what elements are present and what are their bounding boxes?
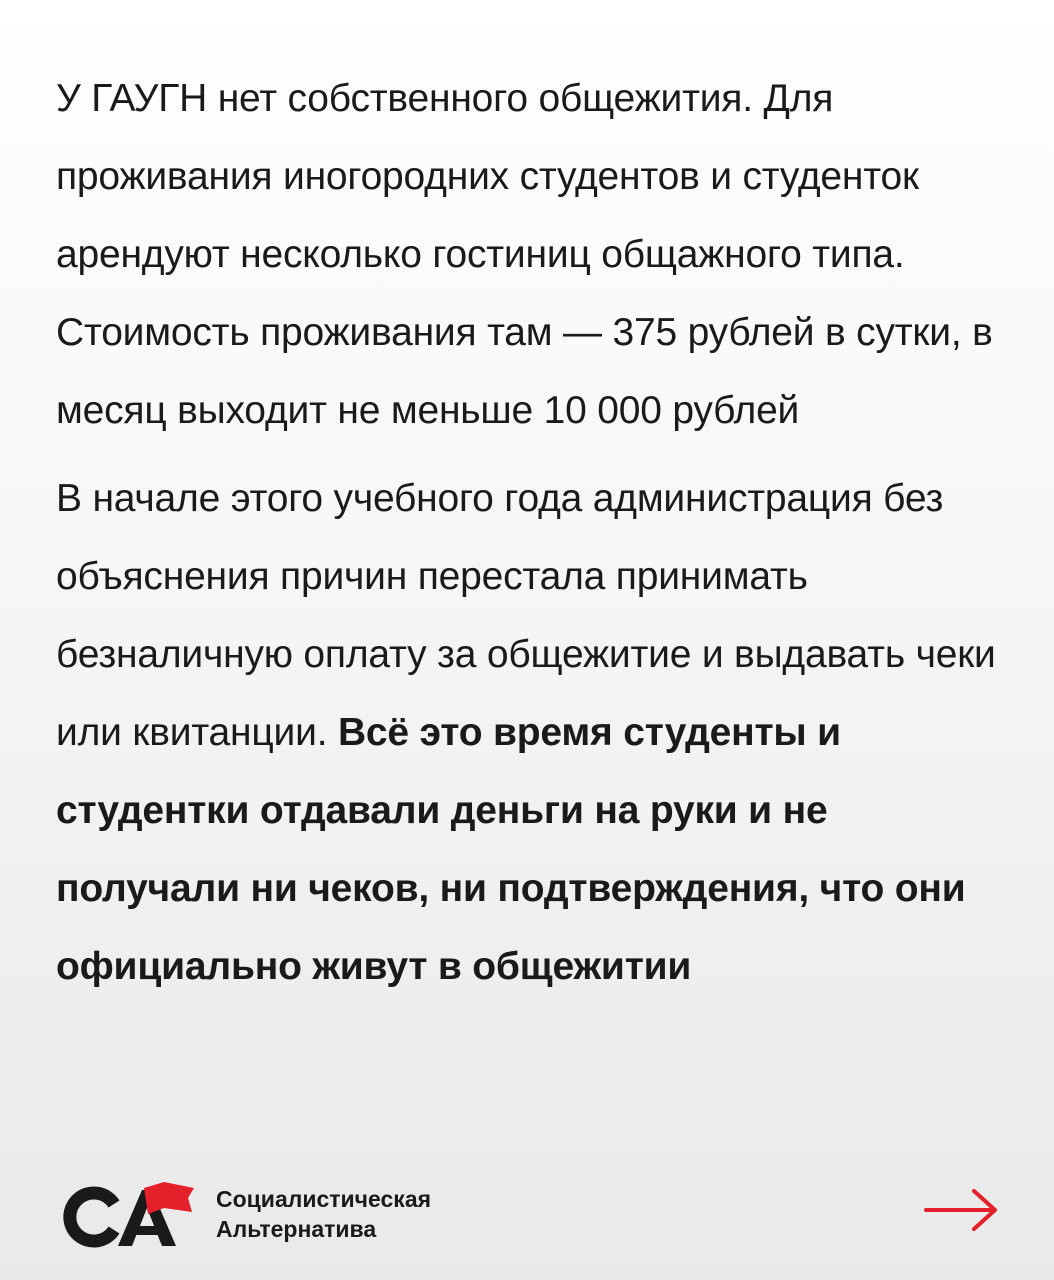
footer [56, 1180, 1000, 1252]
sa-logo-icon [56, 1180, 196, 1250]
paragraph-payment-highlight: Всё это время студенты и студентки отдавали деньги на руки и не получали ни чеков, ни подтверждения, что они официально живут в общежитии [56, 711, 966, 988]
paragraph-payment-regular: В начале этого учебного года администрация без объяснения причин перестала принимать безналичную оплату за общежитие и выдавать чеки или квитанции. [56, 477, 996, 754]
paragraph-payment-issue [56, 460, 1006, 1006]
article-body [56, 60, 1006, 1006]
org-name [216, 1184, 431, 1244]
org-name-line1: Социалистическая [216, 1186, 432, 1212]
paragraph-dormitory-cost: У ГАУГН нет собственного общежития. Для проживания иногородних студентов и студенток арендуют несколько гостиниц общажного типа. Стоимость проживания там — 375 рублей в сутки, в месяц выходит не меньше 10 000 рублей [56, 77, 993, 432]
org-name-line2: Альтернатива [216, 1216, 377, 1242]
arrow-right-icon[interactable] [924, 1188, 1000, 1232]
